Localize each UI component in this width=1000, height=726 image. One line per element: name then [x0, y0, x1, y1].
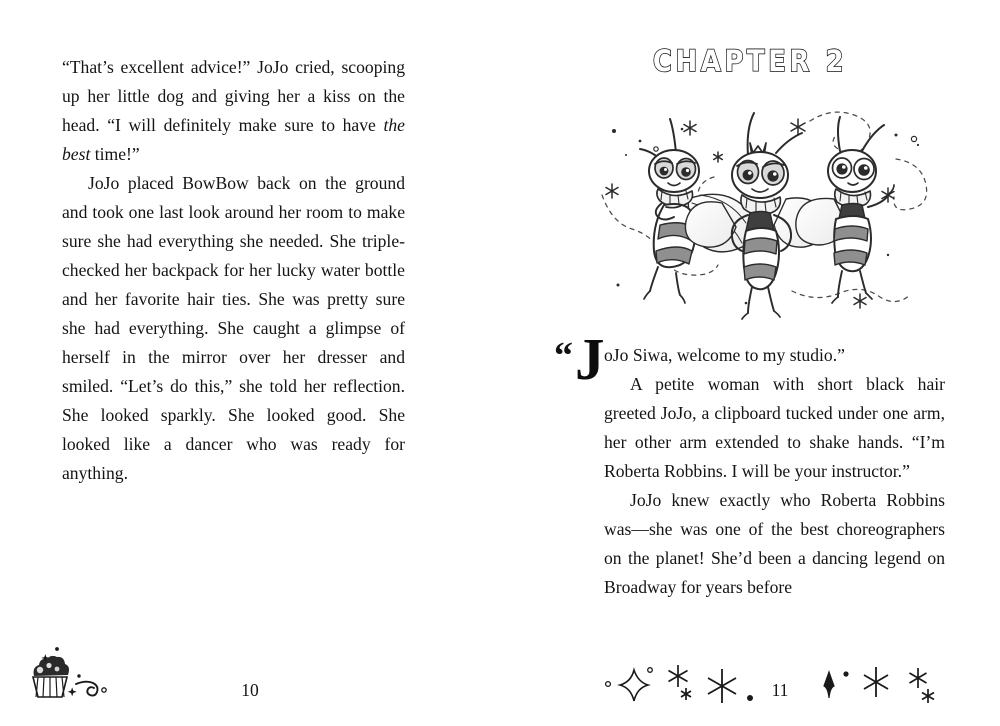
right-page-text-column [554, 326, 945, 602]
opening-quote-mark: “ [554, 335, 571, 377]
text-run-italic: the best [62, 115, 405, 164]
paragraph [62, 169, 405, 488]
drop-cap-letter: J [575, 326, 605, 392]
text-run: oJo Siwa, welcome to my studio.” [604, 345, 845, 365]
text-run: A petite woman with short black hair greeted JoJo, a clipboard tucked under one arm, her other arm extended to shake hands. “I’m Roberta Robbins. I will be your instructor.” [604, 374, 945, 481]
page-number-left: 10 [241, 680, 259, 700]
sparkles-ornament [598, 656, 946, 718]
right-page [500, 0, 1000, 726]
chapter-title: CHAPTER 2 [652, 45, 848, 79]
paragraph [604, 370, 945, 486]
dropcap-block [554, 326, 945, 392]
page-number-right: 11 [771, 680, 789, 700]
paragraph [604, 341, 945, 370]
text-run: “That’s excellent advice!” JoJo cried, scooping up her little dog and giving her a kiss on the head. “I will definitely make sure to have [62, 57, 405, 135]
text-run: JoJo knew exactly who Roberta Robbins was—she was one of the best choreographers on the planet! She’d been a dancing legend on Broadway for years before [604, 490, 945, 597]
paragraph [62, 53, 405, 169]
cupcake-ornament [16, 646, 120, 714]
left-page-text-column [62, 53, 405, 488]
text-run: JoJo placed BowBow back on the ground and took one last look around her room to make sure she had everything she needed. She triple-checked her backpack for her lucky water bottle and her favorite hair ties. She was pretty sure she had everything. She caught a glimpse of herself in the mirror over her dresser and smiled. “Let’s do this,” she told her reflection. She looked sparkly. She looked good. She looked like a dancer who was ready for anything. [62, 173, 405, 483]
paragraph [604, 486, 945, 602]
text-run: time!” [90, 144, 140, 164]
three-dancing-bees-illustration [596, 95, 956, 320]
